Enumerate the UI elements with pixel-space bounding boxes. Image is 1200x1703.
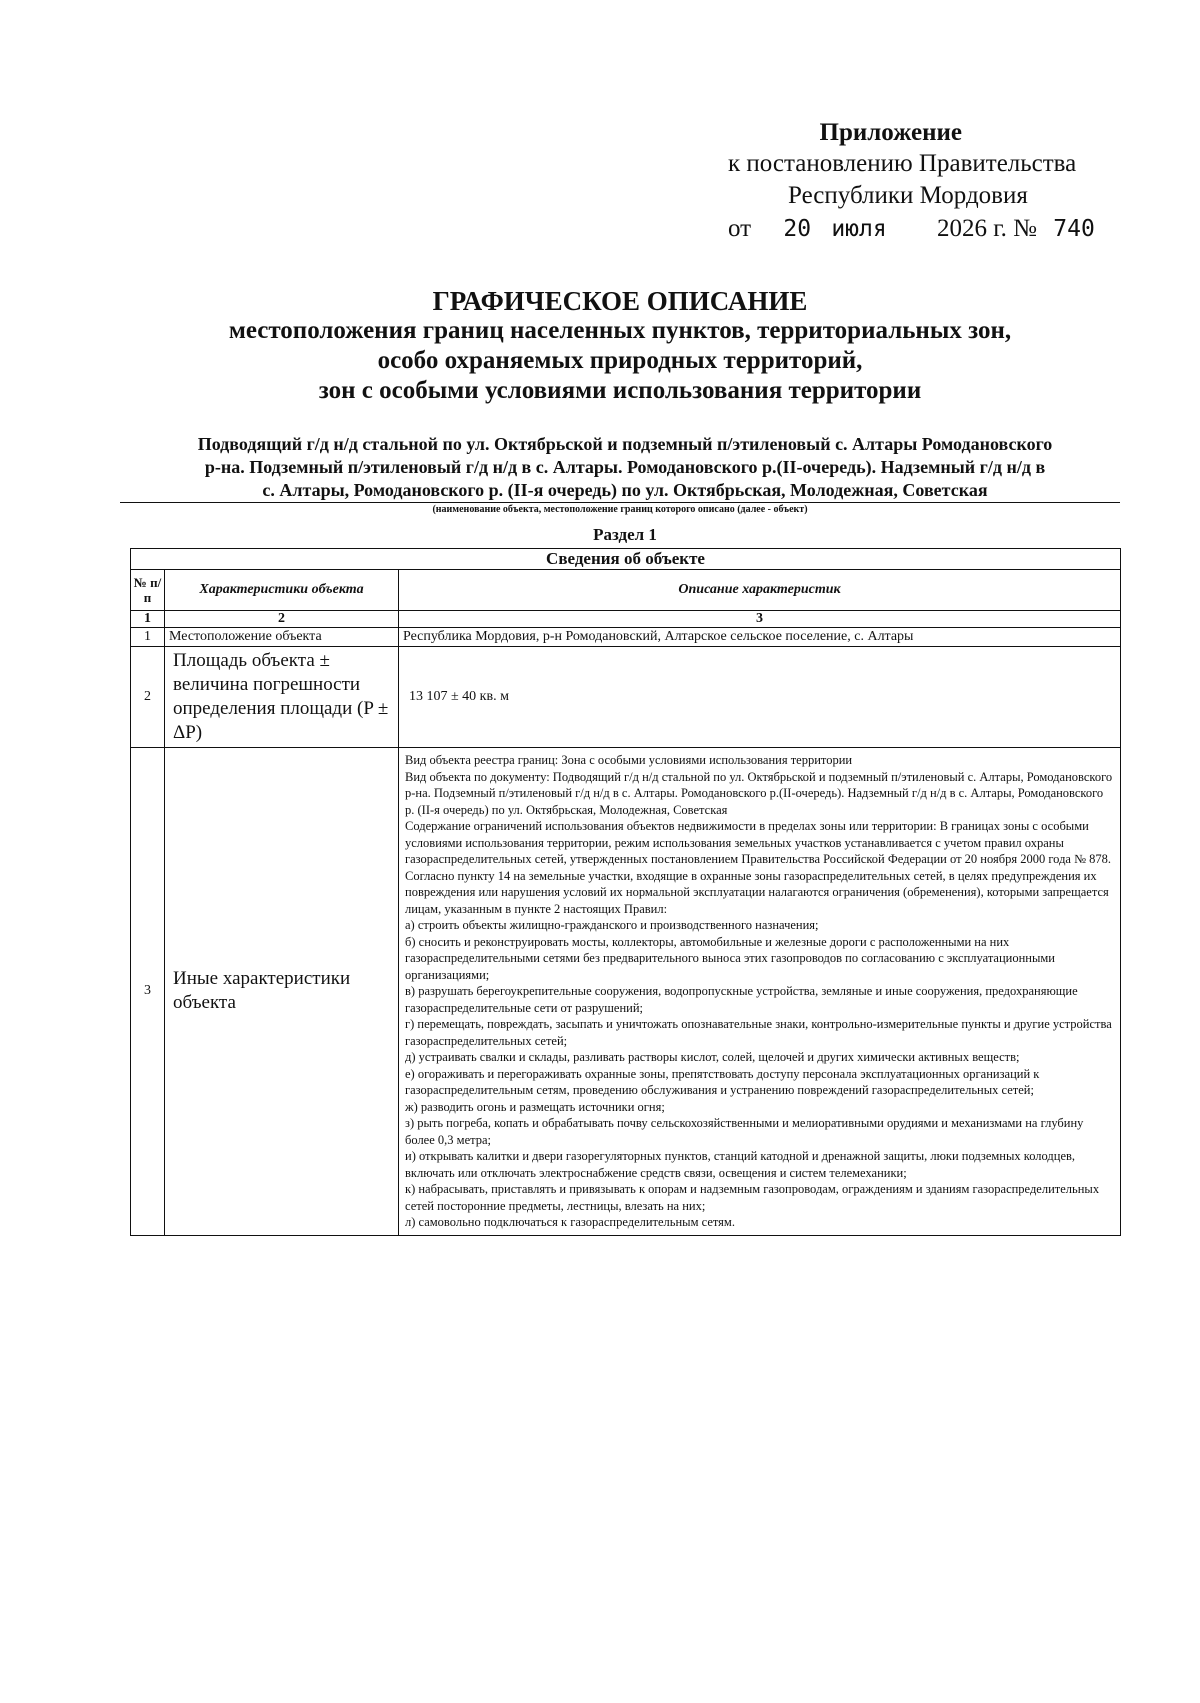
- appendix-number: 740: [1053, 216, 1095, 242]
- object-name-line-2: р-на. Подземный п/этиленовый г/д н/д в с. Алтары. Ромодановского р.(II-очередь). Надземный г/д н/д в: [204, 457, 1046, 477]
- row-number: 3: [131, 748, 165, 1236]
- col-header-num: № п/п: [131, 570, 165, 611]
- appendix-header: [660, 118, 1130, 246]
- desc-line: ж) разводить огонь и размещать источники огня;: [405, 1099, 665, 1114]
- desc-line: Вид объекта по документу: Подводящий г/д н/д стальной по ул. Октябрьской и подземный п/этиленовый с. Алтары, Ромодановского р-на. Подземный п/этиленовый г/д н/д в с. Алтары. Ромодановского р.(II-очередь). Надземный г/д н/д в с. Алтары, Ромодановского р. (II-я очередь) по ул. Октябрьская, Молодежная, Советская: [405, 769, 1113, 817]
- row-number: 1: [131, 628, 165, 647]
- object-info-table: [130, 548, 1121, 1236]
- col-header-description: Описание характеристик: [399, 570, 1121, 611]
- title-main: ГРАФИЧЕСКОЕ ОПИСАНИЕ: [432, 286, 808, 316]
- appendix-line-2: Республики Мордовия: [788, 182, 1028, 209]
- appendix-month: июля: [831, 216, 887, 242]
- table-row: [131, 748, 1121, 1236]
- object-name-underline: [120, 502, 1120, 503]
- desc-line: л) самовольно подключаться к газораспределительным сетям.: [405, 1215, 735, 1229]
- desc-line: и) открывать калитки и двери газорегуляторных пунктов, станций катодной и дренажной защиты, люки подземных колодцев, включать или отключать электроснабжение средств связи, освещения и систем телемеханики;: [405, 1149, 1076, 1180]
- title-line-2: особо охраняемых природных территорий,: [377, 347, 863, 374]
- col-index-1: 1: [131, 611, 165, 628]
- document-title: [120, 286, 1120, 406]
- title-line-3: зон с особыми условиями использования территории: [318, 377, 922, 404]
- object-name: [130, 433, 1120, 502]
- title-line-1: местоположения границ населенных пунктов, территориальных зон,: [228, 317, 1012, 344]
- desc-line: в) разрушать берегоукрепительные сооружения, водопропускные устройства, земляные и иные сооружения, предохраняющие газораспределительные сети от разрушений;: [405, 984, 1078, 1015]
- desc-line: Содержание ограничений использования объектов недвижимости в пределах зоны или территории: В границах зоны с особыми условиями использования территории, режим использования земельных участков устанавливается с учетом правил охраны газораспределительных сетей, утвержденных постановлением Правительства Российской Федерации от 20 ноября 2000 года № 878. Согласно пункту 14 на земельные участки, входящие в охранные зоны газораспределительных сетей, в целях предупреждения их повреждения или нарушения условий их нормальной эксплуатации налагаются ограничения (обременения), которыми запрещается лицам, указанным в пункте 2 настоящих Правил:: [405, 819, 1112, 916]
- row-value: 13 107 ± 40 кв. м: [399, 647, 1121, 748]
- col-index-2: 2: [165, 611, 399, 628]
- col-header-characteristic: Характеристики объекта: [165, 570, 399, 611]
- desc-line: з) рыть погреба, копать и обрабатывать почву сельскохозяйственными и мелиоративными орудиями и механизмами на глубину более 0,3 метра;: [405, 1116, 1084, 1147]
- row-description: [399, 748, 1121, 1236]
- row-characteristic: Площадь объекта ± величина погрешности определения площади (P ± ΔP): [165, 647, 399, 748]
- row-number: 2: [131, 647, 165, 748]
- desc-line: б) сносить и реконструировать мосты, коллекторы, автомобильные и железные дороги с расположенными на них газораспределительными сетями без предварительного выноса этих газопроводов по согласованию с эксплуатационными организациями;: [405, 934, 1055, 982]
- appendix-line-1: к постановлению Правительства: [728, 150, 1077, 177]
- desc-line: а) строить объекты жилищно-гражданского и производственного назначения;: [405, 918, 819, 932]
- row-characteristic: Иные характеристики объекта: [165, 748, 399, 1236]
- table-row: [131, 628, 1121, 647]
- object-name-line-1: Подводящий г/д н/д стальной по ул. Октябрьской и подземный п/этиленовый с. Алтары Ромодановского: [197, 434, 1053, 454]
- desc-line: д) устраивать свалки и склады, разливать растворы кислот, солей, щелочей и других химически активных веществ;: [405, 1050, 1020, 1064]
- object-name-line-3: с. Алтары, Ромодановского р. (II-я очередь) по ул. Октябрьская, Молодежная, Советская: [262, 480, 988, 500]
- desc-line: г) перемещать, повреждать, засыпать и уничтожать опознавательные знаки, контрольно-измерительные пункты и другие устройства газораспределительных сетей;: [405, 1017, 1112, 1048]
- desc-line: к) набрасывать, приставлять и привязывать к опорам и надземным газопроводам, ограждениям и зданиям газораспределительных сетей посторонние предметы, лестницы, влезать на них;: [405, 1182, 1100, 1213]
- appendix-title: Приложение: [819, 119, 962, 146]
- appendix-date-line: [660, 212, 1130, 246]
- col-index-3: 3: [399, 611, 1121, 628]
- table-row: [131, 647, 1121, 748]
- section-title: Раздел 1: [593, 525, 657, 544]
- appendix-year: 2026 г. №: [936, 215, 1037, 242]
- table-title: Сведения об объекте: [131, 549, 1121, 570]
- desc-line: е) огораживать и перегораживать охранные зоны, препятствовать доступу персонала эксплуатационных организаций к газораспределительным сетям, проведению обслуживания и устранению повреждений газораспределительных сетей;: [405, 1066, 1040, 1097]
- appendix-from: от: [728, 215, 752, 242]
- row-characteristic: Местоположение объекта: [165, 628, 399, 647]
- appendix-day: 20: [783, 216, 812, 242]
- object-name-caption: (наименование объекта, местоположение границ которого описано (далее - объект): [432, 504, 808, 515]
- row-value: Республика Мордовия, р-н Ромодановский, Алтарское сельское поселение, с. Алтары: [399, 628, 1121, 647]
- desc-line: Вид объекта реестра границ: Зона с особыми условиями использования территории: [405, 753, 853, 767]
